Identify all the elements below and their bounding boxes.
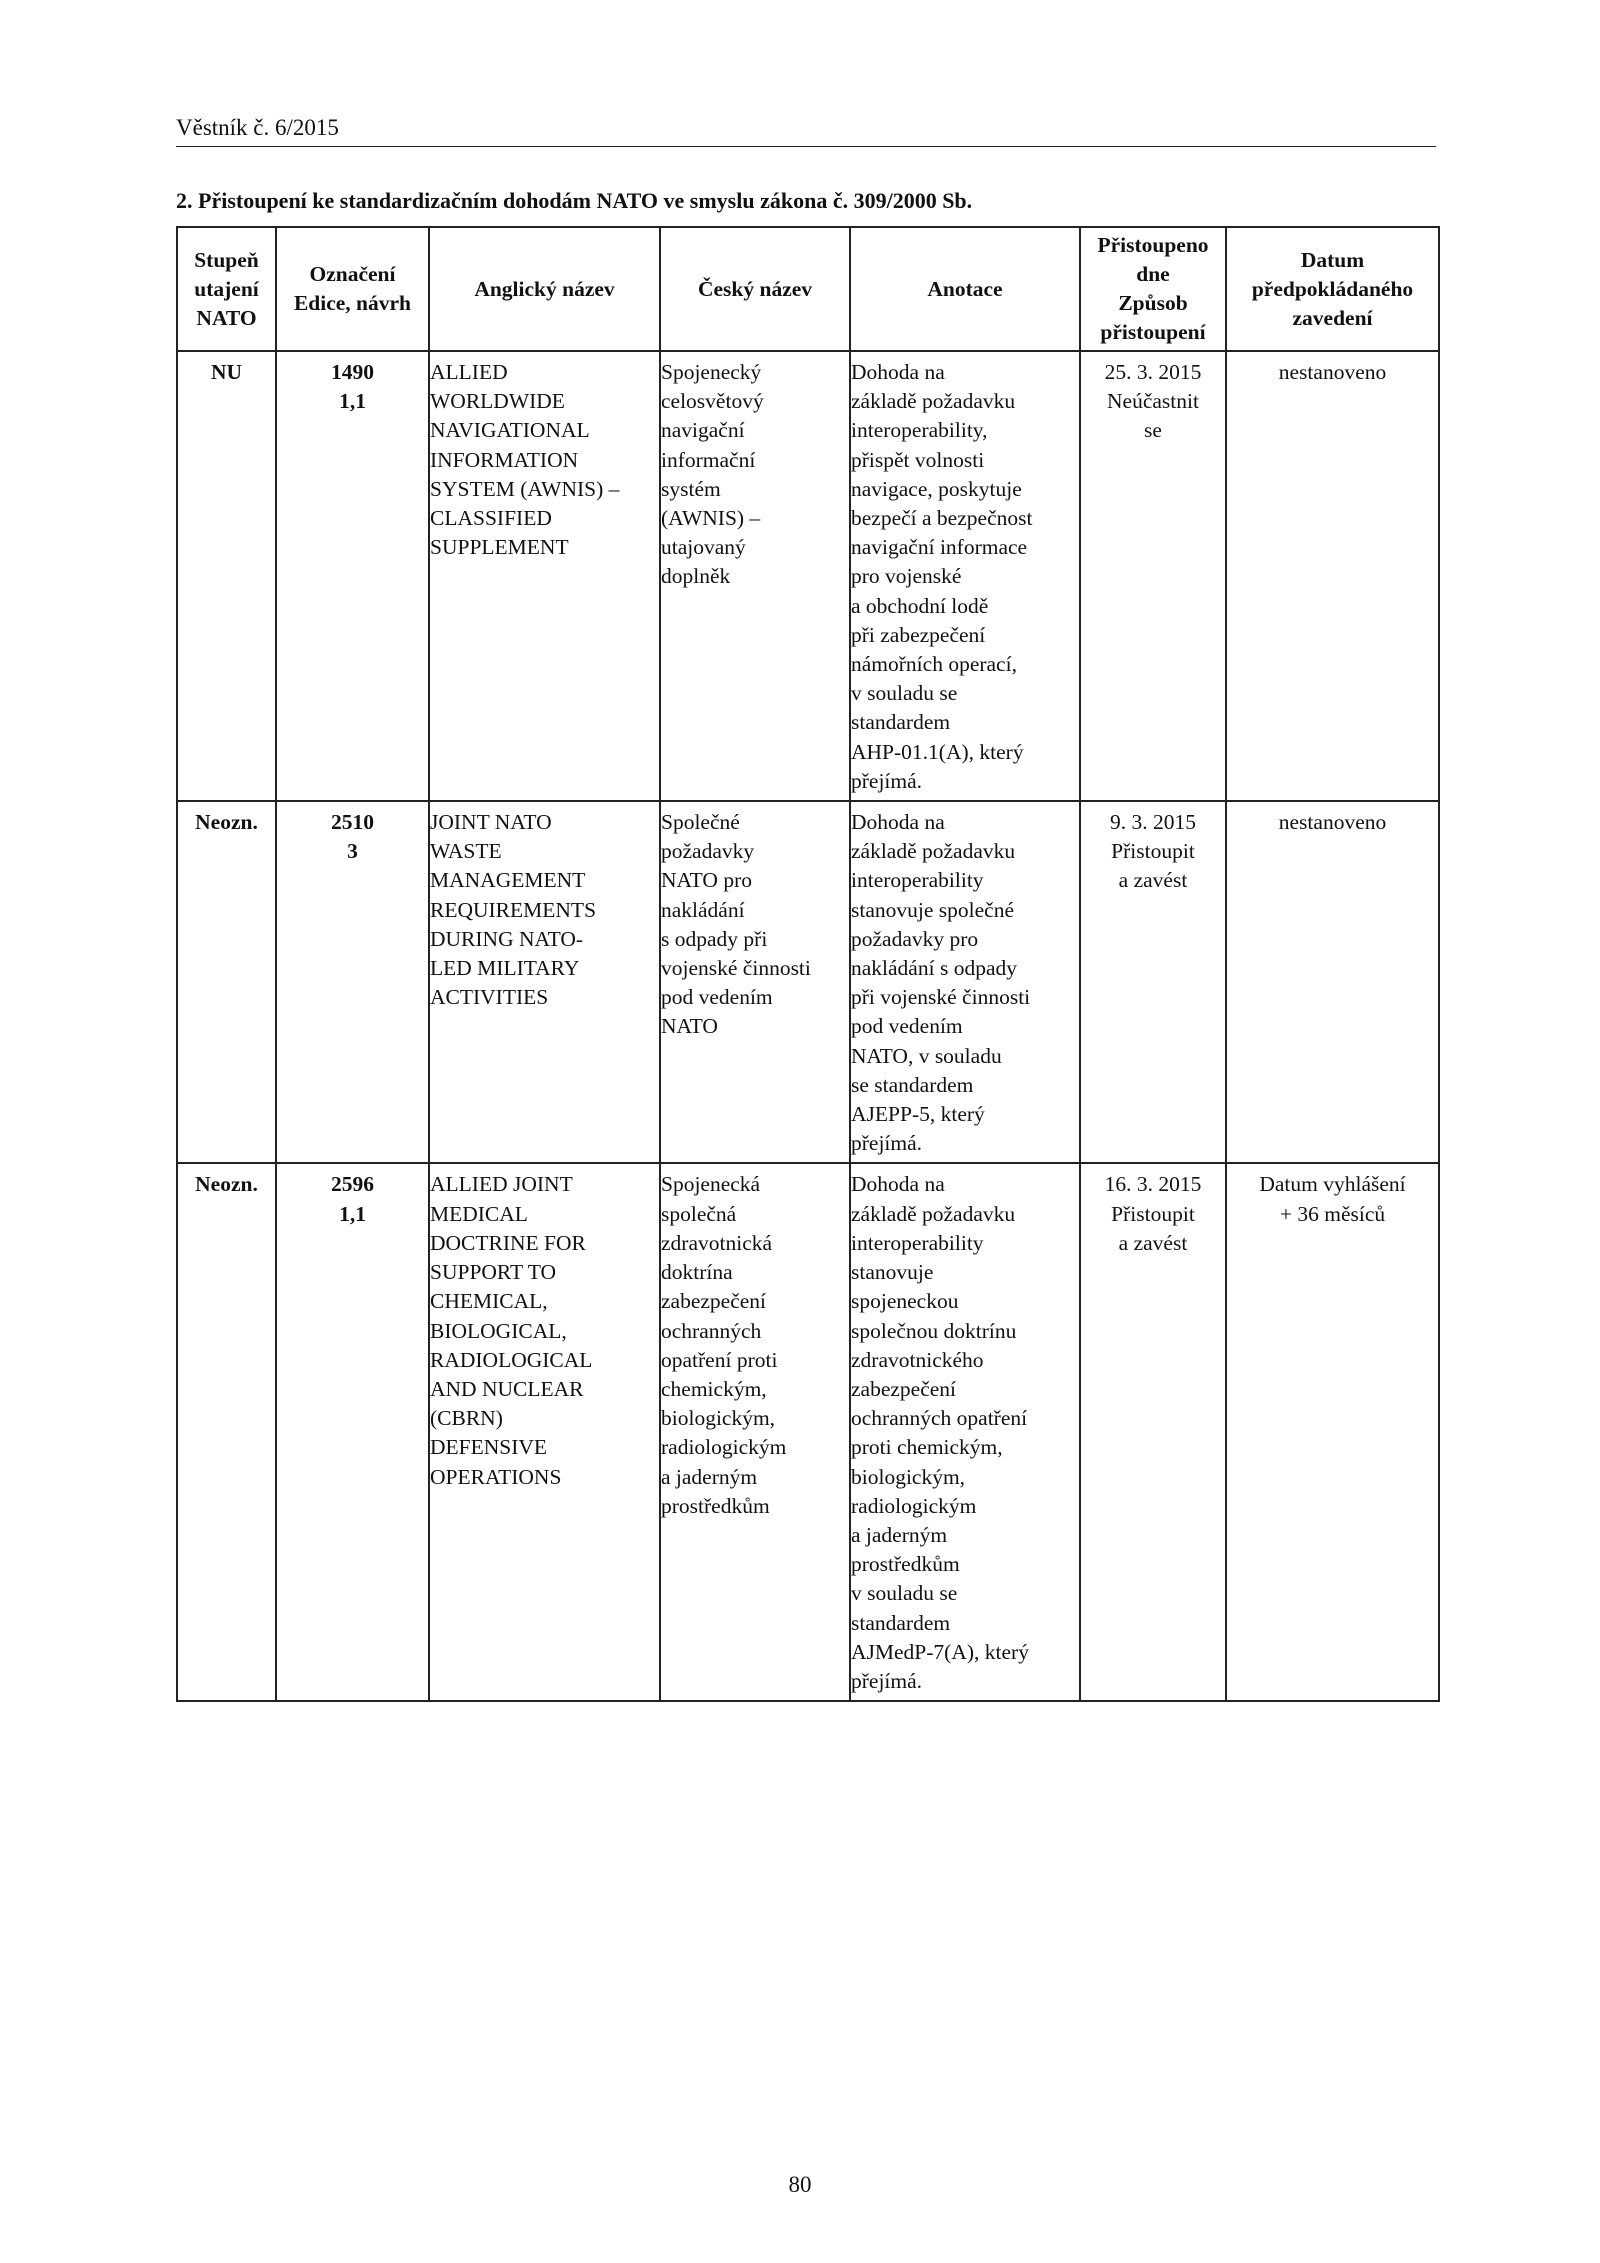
cell-text-line: AND NUCLEAR xyxy=(430,1376,584,1401)
cell-text-line: pod vedením xyxy=(851,1014,963,1039)
cell-anotace xyxy=(850,801,1080,1163)
cell-text-line: pro vojenské xyxy=(851,564,962,589)
cell-text-line: Spojenecká xyxy=(661,1172,761,1197)
col-header-pristoupeno xyxy=(1080,227,1226,351)
cell-text-line: 2596 xyxy=(331,1172,374,1197)
cell-text-line: Spojenecký xyxy=(661,360,762,384)
cell-text-line: Edice, návrh xyxy=(293,291,412,315)
cell-text-line: SUPPLEMENT xyxy=(430,535,569,560)
cell-text-line: Anglický název xyxy=(474,276,615,301)
cell-pristoupeno xyxy=(1080,351,1226,801)
cell-text-line: Přistoupit xyxy=(1111,839,1195,864)
cell-text-line: AJMedP-7(A), který xyxy=(851,1639,1029,1664)
cell-text-line: Anotace xyxy=(927,276,1003,301)
cell-text-line: radiologickým xyxy=(661,1435,787,1460)
cell-text-line: Přistoupit xyxy=(1111,1201,1195,1226)
cell-text-line: s odpady při xyxy=(661,926,768,951)
cell-text-line: 9. 3. 2015 xyxy=(1110,810,1196,835)
cell-text-line: vojenské činnosti xyxy=(661,956,811,981)
cell-text-line: standardem xyxy=(851,1610,951,1635)
cell-text-line: Datum vyhlášení xyxy=(1259,1172,1406,1197)
cell-text-line: Společné xyxy=(661,810,740,835)
col-header-oznaceni xyxy=(276,227,429,351)
cell-text-line: požadavky xyxy=(661,839,755,864)
cell-text-line: zavedení xyxy=(1292,305,1373,330)
cell-text-line: ochranných xyxy=(661,1318,762,1343)
cell-text-line: prostředkům xyxy=(661,1493,770,1518)
cell-cesky-nazev xyxy=(660,801,850,1163)
cell-text-line: 1,1 xyxy=(339,1201,366,1226)
cell-text-line: Neúčastnit xyxy=(1107,389,1199,414)
cell-text-line: nakládání xyxy=(661,897,745,922)
cell-text-line: Označení xyxy=(309,262,396,286)
cell-text-line: CHEMICAL, xyxy=(430,1289,548,1314)
cell-text-line: Stupeň xyxy=(194,247,259,272)
cell-text-line: při zabezpečení xyxy=(851,622,986,647)
cell-text-line: předpokládaného xyxy=(1251,276,1414,301)
cell-text-line: radiologickým xyxy=(851,1493,977,1518)
cell-anglicky-nazev xyxy=(429,1163,660,1701)
cell-text-line: přejímá. xyxy=(851,768,923,793)
cell-text-line: požadavky pro xyxy=(851,926,979,951)
cell-text-line: biologickým, xyxy=(661,1406,776,1431)
cell-stupen: Neozn. xyxy=(177,801,276,1163)
cell-text-line: interoperability, xyxy=(851,418,988,443)
cell-text-line: BIOLOGICAL, xyxy=(430,1318,567,1343)
cell-text-line: dne xyxy=(1136,262,1170,286)
cell-text-line: 1490 xyxy=(331,360,374,384)
cell-text-line: celosvětový xyxy=(661,389,764,414)
cell-text-line: proti chemickým, xyxy=(851,1435,1003,1460)
cell-text-line: NATO, v souladu xyxy=(851,1043,1002,1068)
table-row xyxy=(177,801,1439,1163)
cell-anglicky-nazev xyxy=(429,801,660,1163)
cell-text-line: společná xyxy=(661,1201,737,1226)
cell-anotace xyxy=(850,351,1080,801)
cell-stupen: NU xyxy=(177,351,276,801)
cell-cesky-nazev xyxy=(660,1163,850,1701)
cell-text-line: SUPPORT TO xyxy=(430,1260,556,1285)
table-header-row xyxy=(177,227,1439,351)
journal-header: Věstník č. 6/2015 xyxy=(176,112,1436,147)
cell-text-line: 1,1 xyxy=(339,389,366,414)
cell-text-line: spojeneckou xyxy=(851,1289,959,1314)
cell-text-line: Datum xyxy=(1300,247,1365,272)
cell-text-line: ALLIED xyxy=(430,360,508,384)
cell-text-line: pod vedením xyxy=(661,985,773,1010)
cell-text-line: v souladu se xyxy=(851,1581,958,1606)
cell-text-line: DURING NATO- xyxy=(430,926,584,951)
cell-text-line: ACTIVITIES xyxy=(430,985,549,1010)
cell-text-line: 16. 3. 2015 xyxy=(1104,1172,1202,1197)
cell-oznaceni xyxy=(276,351,429,801)
col-header-anotace xyxy=(850,227,1080,351)
cell-text-line: Český název xyxy=(697,276,813,301)
cell-text-line: informační xyxy=(661,447,756,472)
cell-text-line: RADIOLOGICAL xyxy=(430,1347,593,1372)
cell-datum-zavedeni xyxy=(1226,351,1439,801)
cell-text-line: chemickým, xyxy=(661,1376,767,1401)
cell-anglicky-nazev xyxy=(429,351,660,801)
cell-text-line: přispět volnosti xyxy=(851,447,985,472)
cell-oznaceni xyxy=(276,801,429,1163)
cell-text-line: NATO pro xyxy=(661,868,752,893)
cell-text-line: základě požadavku xyxy=(851,1201,1016,1226)
cell-text-line: přejímá. xyxy=(851,1131,923,1156)
cell-text-line: INFORMATION xyxy=(430,447,579,472)
cell-text-line: při vojenské činnosti xyxy=(851,985,1031,1010)
cell-text-line: DEFENSIVE xyxy=(430,1435,548,1460)
cell-text-line: přejímá. xyxy=(851,1668,923,1693)
cell-stupen: Neozn. xyxy=(177,1163,276,1701)
cell-text-line: a zavést xyxy=(1118,1230,1188,1255)
cell-text-line: a zavést xyxy=(1118,868,1188,893)
cell-text-line: přistoupení xyxy=(1100,320,1206,344)
cell-text-line: + 36 měsíců xyxy=(1279,1201,1386,1226)
cell-text-line: Dohoda na xyxy=(851,1172,945,1197)
cell-text-line: utajení xyxy=(194,276,259,301)
cell-text-line: základě požadavku xyxy=(851,839,1016,864)
cell-text-line: WORLDWIDE xyxy=(430,389,565,414)
cell-text-line: biologickým, xyxy=(851,1464,966,1489)
cell-text-line: interoperability xyxy=(851,1230,984,1255)
cell-text-line: zabezpečení xyxy=(851,1376,957,1401)
cell-text-line: DOCTRINE FOR xyxy=(430,1230,586,1255)
cell-oznaceni xyxy=(276,1163,429,1701)
cell-text-line: Přistoupeno xyxy=(1097,233,1209,257)
cell-text-line: základě požadavku xyxy=(851,389,1016,414)
cell-text-line: utajovaný xyxy=(661,535,746,560)
cell-text-line: AHP-01.1(A), který xyxy=(851,739,1024,764)
cell-text-line: opatření proti xyxy=(661,1347,778,1372)
cell-text-line: AJEPP-5, který xyxy=(851,1102,985,1127)
cell-cesky-nazev xyxy=(660,351,850,801)
cell-text-line: bezpečí a bezpečnost xyxy=(851,506,1033,531)
cell-text-line: 2510 xyxy=(331,810,374,835)
cell-pristoupeno xyxy=(1080,801,1226,1163)
cell-text-line: nestanoveno xyxy=(1278,810,1387,835)
cell-text-line: společnou doktrínu xyxy=(851,1318,1017,1343)
table-row xyxy=(177,351,1439,801)
cell-text-line: Dohoda na xyxy=(851,360,945,384)
cell-text-line: 3 xyxy=(347,839,358,864)
cell-datum-zavedeni xyxy=(1226,801,1439,1163)
cell-text-line: OPERATIONS xyxy=(430,1464,562,1489)
section-title: 2. Přistoupení ke standardizačním dohodám NATO ve smyslu zákona č. 309/2000 Sb. xyxy=(176,188,973,213)
cell-text-line: WASTE xyxy=(430,839,502,864)
cell-text-line: REQUIREMENTS xyxy=(430,897,597,922)
cell-text-line: 25. 3. 2015 xyxy=(1104,360,1202,384)
col-header-anglicky xyxy=(429,227,660,351)
cell-text-line: CLASSIFIED xyxy=(430,506,552,531)
cell-text-line: systém xyxy=(661,476,721,501)
cell-text-line: se standardem xyxy=(851,1072,974,1097)
cell-text-line: interoperability xyxy=(851,868,984,893)
cell-text-line: zabezpečení xyxy=(661,1289,767,1314)
cell-text-line: NATO xyxy=(661,1014,718,1039)
cell-text-line: zdravotnického xyxy=(851,1347,984,1372)
cell-text-line: prostředkům xyxy=(851,1552,960,1577)
standardization-table xyxy=(176,226,1440,1702)
col-header-datum xyxy=(1226,227,1439,351)
cell-text-line: doplněk xyxy=(661,564,731,589)
cell-text-line: zdravotnická xyxy=(661,1230,773,1255)
cell-text-line: a jaderným xyxy=(661,1464,758,1489)
cell-datum-zavedeni xyxy=(1226,1163,1439,1701)
cell-text-line: nestanoveno xyxy=(1278,360,1387,384)
cell-text-line: Dohoda na xyxy=(851,810,945,835)
cell-anotace xyxy=(850,1163,1080,1701)
cell-text-line: (AWNIS) – xyxy=(661,506,761,531)
cell-text-line: se xyxy=(1144,418,1162,443)
cell-text-line: SYSTEM (AWNIS) – xyxy=(430,476,620,501)
cell-text-line: LED MILITARY xyxy=(430,956,580,981)
page-number: 80 xyxy=(788,2172,812,2197)
col-header-stupen xyxy=(177,227,276,351)
cell-text-line: navigační xyxy=(661,418,745,443)
cell-text-line: stanovuje xyxy=(851,1260,934,1285)
cell-text-line: námořních operací, xyxy=(851,652,1017,677)
cell-text-line: NATO xyxy=(196,305,257,330)
cell-text-line: (CBRN) xyxy=(430,1406,503,1431)
cell-text-line: doktrína xyxy=(661,1260,733,1285)
cell-pristoupeno xyxy=(1080,1163,1226,1701)
cell-text-line: v souladu se xyxy=(851,681,958,706)
cell-text-line: navigační informace xyxy=(851,535,1028,560)
table-row xyxy=(177,1163,1439,1701)
cell-text-line: a jaderným xyxy=(851,1522,948,1547)
col-header-cesky xyxy=(660,227,850,351)
cell-text-line: standardem xyxy=(851,710,951,735)
cell-text-line: MANAGEMENT xyxy=(430,868,586,893)
cell-text-line: stanovuje společné xyxy=(851,897,1014,922)
cell-text-line: MEDICAL xyxy=(430,1201,528,1226)
cell-text-line: ochranných opatření xyxy=(851,1406,1028,1431)
cell-text-line: navigace, poskytuje xyxy=(851,476,1022,501)
cell-text-line: nakládání s odpady xyxy=(851,956,1017,981)
cell-text-line: ALLIED JOINT xyxy=(430,1172,573,1197)
cell-text-line: a obchodní lodě xyxy=(851,593,989,618)
cell-text-line: NAVIGATIONAL xyxy=(430,418,590,443)
cell-text-line: JOINT NATO xyxy=(430,810,552,835)
cell-text-line: Způsob xyxy=(1118,291,1188,315)
